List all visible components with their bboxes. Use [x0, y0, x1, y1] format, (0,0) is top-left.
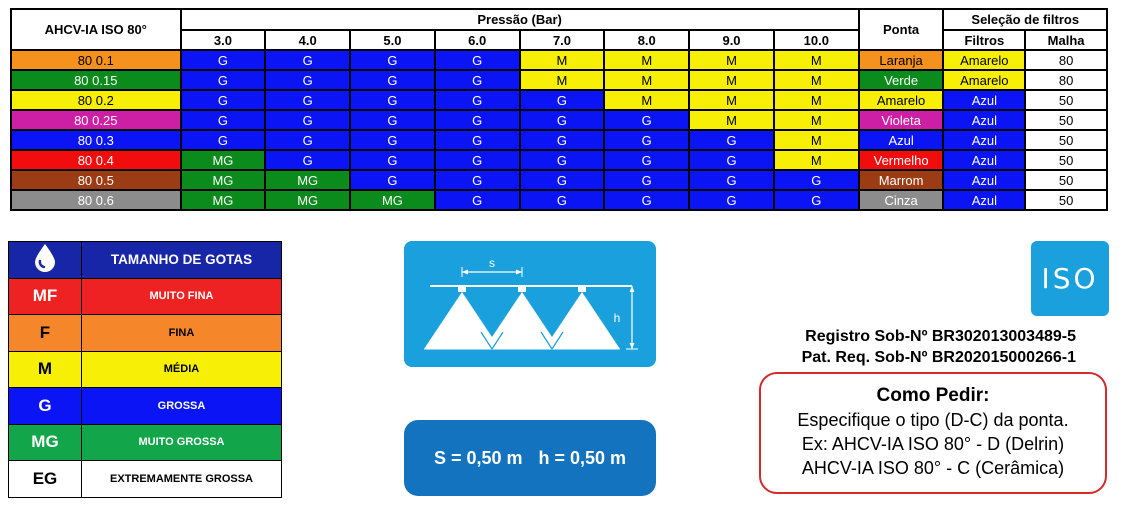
- droplet-cell: MG: [181, 170, 266, 190]
- legend-row: [9, 461, 282, 498]
- table-row: [11, 50, 1107, 70]
- spacing-s-label: s: [489, 256, 495, 270]
- malha-cell: 50: [1025, 150, 1107, 170]
- model-cell: 80 0.25: [11, 110, 181, 130]
- droplet-cell: M: [604, 70, 689, 90]
- droplet-cell: G: [435, 170, 520, 190]
- ponta-cell: Violeta: [859, 110, 944, 130]
- malha-cell: 50: [1025, 130, 1107, 150]
- ponta-cell: Azul: [859, 130, 944, 150]
- malha-header: Malha: [1025, 30, 1107, 50]
- droplet-cell: G: [520, 130, 605, 150]
- legend-header: TAMANHO DE GOTAS: [82, 242, 282, 279]
- malha-cell: 50: [1025, 190, 1107, 210]
- pressure-col-header: 3.0: [181, 30, 266, 50]
- malha-cell: 50: [1025, 170, 1107, 190]
- droplet-cell: G: [181, 50, 266, 70]
- droplet-cell: MG: [181, 190, 266, 210]
- legend-label: EXTREMAMENTE GROSSA: [82, 461, 282, 498]
- droplet-cell: MG: [265, 170, 350, 190]
- table-title: AHCV-IA ISO 80°: [11, 9, 181, 50]
- droplet-cell: G: [435, 190, 520, 210]
- malha-cell: 50: [1025, 110, 1107, 130]
- model-cell: 80 0.6: [11, 190, 181, 210]
- spray-diagram-graphic: [404, 241, 656, 367]
- registration-info: [802, 326, 1076, 368]
- iso-badge: ISO: [1031, 241, 1109, 316]
- legend-code: F: [9, 315, 82, 352]
- pressure-col-header: 10.0: [774, 30, 859, 50]
- como-pedir-line1: Especifique o tipo (D-C) da ponta.: [797, 410, 1069, 430]
- nozzle-selection-table: [10, 8, 1108, 211]
- legend-code: MG: [9, 424, 82, 461]
- malha-cell: 80: [1025, 50, 1107, 70]
- droplet-cell: M: [520, 50, 605, 70]
- droplet-cell: G: [350, 130, 435, 150]
- droplet-cell: G: [604, 110, 689, 130]
- droplet-cell: MG: [350, 190, 435, 210]
- filters-header: Seleção de filtros: [943, 9, 1107, 30]
- legend-label: MUITO GROSSA: [82, 424, 282, 461]
- droplet-cell: G: [181, 110, 266, 130]
- droplet-cell: MG: [181, 150, 266, 170]
- model-cell: 80 0.5: [11, 170, 181, 190]
- pressure-col-header: 4.0: [265, 30, 350, 50]
- droplet-icon: [32, 242, 58, 272]
- droplet-cell: G: [604, 130, 689, 150]
- ponta-cell: Vermelho: [859, 150, 944, 170]
- filtro-cell: Amarelo: [943, 70, 1025, 90]
- pressure-col-header: 8.0: [604, 30, 689, 50]
- ponta-cell: Marrom: [859, 170, 944, 190]
- droplet-cell: G: [689, 130, 774, 150]
- model-cell: 80 0.1: [11, 50, 181, 70]
- droplet-cell: G: [350, 170, 435, 190]
- droplet-cell: G: [689, 170, 774, 190]
- droplet-cell: G: [435, 50, 520, 70]
- table-row: [11, 110, 1107, 130]
- filtro-cell: Azul: [943, 150, 1025, 170]
- droplet-cell: M: [774, 70, 859, 90]
- droplet-cell: G: [350, 90, 435, 110]
- droplet-cell: G: [604, 190, 689, 210]
- droplet-cell: G: [265, 50, 350, 70]
- droplet-cell: M: [604, 50, 689, 70]
- droplet-cell: G: [350, 110, 435, 130]
- droplet-cell: G: [265, 110, 350, 130]
- legend-header-icon-cell: [9, 242, 82, 279]
- legend-code: G: [9, 388, 82, 425]
- droplet-cell: G: [265, 130, 350, 150]
- patent-line: Pat. Req. Sob-Nº BR202015000266-1: [801, 349, 1076, 366]
- droplet-size-legend: [8, 241, 282, 498]
- droplet-cell: G: [604, 170, 689, 190]
- filtro-cell: Azul: [943, 90, 1025, 110]
- como-pedir-box: [759, 372, 1107, 494]
- model-cell: 80 0.3: [11, 130, 181, 150]
- spray-spacing-diagram: [404, 241, 656, 367]
- droplet-cell: M: [689, 50, 774, 70]
- malha-cell: 50: [1025, 90, 1107, 110]
- filtro-cell: Amarelo: [943, 50, 1025, 70]
- como-pedir-line2: Ex: AHCV-IA ISO 80° - D (Delrin): [801, 434, 1065, 454]
- legend-label: MÉDIA: [82, 351, 282, 388]
- legend-row: [9, 351, 282, 388]
- malha-cell: 80: [1025, 70, 1107, 90]
- filtro-cell: Azul: [943, 190, 1025, 210]
- legend-label: GROSSA: [82, 388, 282, 425]
- droplet-cell: M: [604, 90, 689, 110]
- droplet-cell: G: [350, 70, 435, 90]
- droplet-cell: G: [350, 150, 435, 170]
- pressure-col-header: 6.0: [435, 30, 520, 50]
- droplet-cell: G: [689, 150, 774, 170]
- droplet-cell: G: [435, 130, 520, 150]
- legend-row: [9, 315, 282, 352]
- droplet-cell: M: [774, 130, 859, 150]
- model-cell: 80 0.2: [11, 90, 181, 110]
- droplet-cell: G: [181, 130, 266, 150]
- droplet-cell: G: [520, 150, 605, 170]
- table-row: [11, 130, 1107, 150]
- droplet-cell: G: [435, 70, 520, 90]
- registro-line: Registro Sob-Nº BR302013003489-5: [805, 328, 1076, 345]
- droplet-cell: M: [689, 70, 774, 90]
- table-row: [11, 90, 1107, 110]
- table-row: [11, 170, 1107, 190]
- legend-label: FINA: [82, 315, 282, 352]
- droplet-cell: G: [265, 150, 350, 170]
- filtro-cell: Azul: [943, 170, 1025, 190]
- droplet-cell: M: [689, 90, 774, 110]
- droplet-cell: G: [604, 150, 689, 170]
- model-cell: 80 0.4: [11, 150, 181, 170]
- ponta-cell: Laranja: [859, 50, 944, 70]
- pressure-header: Pressão (Bar): [181, 9, 859, 30]
- droplet-cell: M: [774, 150, 859, 170]
- droplet-cell: G: [181, 90, 266, 110]
- model-cell: 80 0.15: [11, 70, 181, 90]
- legend-row: [9, 424, 282, 461]
- table-row: [11, 70, 1107, 90]
- droplet-cell: MG: [265, 190, 350, 210]
- table-row: [11, 150, 1107, 170]
- pressure-col-header: 5.0: [350, 30, 435, 50]
- pressure-col-header: 9.0: [689, 30, 774, 50]
- droplet-cell: M: [774, 90, 859, 110]
- filtros-header: Filtros: [943, 30, 1025, 50]
- droplet-cell: G: [689, 190, 774, 210]
- droplet-cell: G: [520, 110, 605, 130]
- droplet-cell: G: [435, 110, 520, 130]
- droplet-cell: M: [774, 50, 859, 70]
- como-pedir-title: Como Pedir:: [876, 385, 990, 406]
- ponta-cell: Verde: [859, 70, 944, 90]
- droplet-cell: M: [774, 110, 859, 130]
- ponta-cell: Cinza: [859, 190, 944, 210]
- droplet-cell: G: [520, 170, 605, 190]
- como-pedir-line3: AHCV-IA ISO 80° - C (Cerâmica): [801, 458, 1065, 478]
- table-row: [11, 190, 1107, 210]
- height-h-value: h = 0,50 m: [538, 447, 627, 468]
- droplet-cell: G: [265, 90, 350, 110]
- filtro-cell: Azul: [943, 110, 1025, 130]
- droplet-cell: G: [774, 170, 859, 190]
- ponta-header: Ponta: [859, 9, 944, 50]
- droplet-cell: G: [520, 90, 605, 110]
- droplet-cell: M: [689, 110, 774, 130]
- legend-code: M: [9, 351, 82, 388]
- height-h-label: h: [613, 311, 621, 325]
- droplet-cell: G: [265, 70, 350, 90]
- droplet-cell: G: [181, 70, 266, 90]
- pressure-col-header: 7.0: [520, 30, 605, 50]
- spacing-s-value: S = 0,50 m: [433, 447, 523, 468]
- legend-label: MUITO FINA: [82, 278, 282, 315]
- ponta-cell: Amarelo: [859, 90, 944, 110]
- droplet-cell: G: [435, 150, 520, 170]
- legend-row: [9, 388, 282, 425]
- droplet-cell: G: [350, 50, 435, 70]
- legend-row: [9, 278, 282, 315]
- droplet-cell: G: [520, 190, 605, 210]
- legend-code: MF: [9, 278, 82, 315]
- droplet-cell: G: [774, 190, 859, 210]
- spacing-spec-box: [404, 420, 656, 496]
- droplet-cell: M: [520, 70, 605, 90]
- filtro-cell: Azul: [943, 130, 1025, 150]
- legend-code: EG: [9, 461, 82, 498]
- droplet-cell: G: [435, 90, 520, 110]
